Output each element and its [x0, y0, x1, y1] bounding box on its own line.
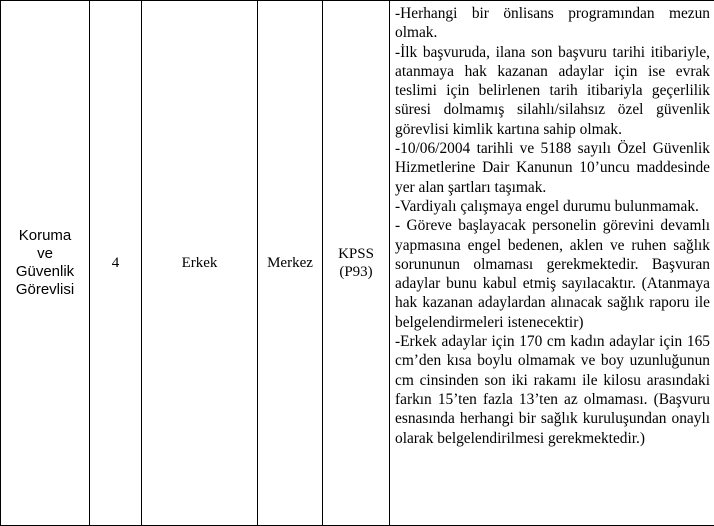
- requirement-item: -Erkek adaylar için 170 cm kadın adaylar için 165 cm’den kısa boylu olmamak ve boy uzunluğunun cm cinsinden son iki rakamı ile kilosu arasındaki farkın 15’ten fazla 13’ten az olmaması. (Başvuru esnasında herhangi bir sağlık kuruluşundan onaylı olarak belgelendirilmesi gerekmektedir.): [395, 332, 710, 448]
- gender-cell: Erkek: [142, 1, 258, 526]
- location-cell: Merkez: [258, 1, 323, 526]
- staff-count-cell: 4: [90, 1, 142, 526]
- requirement-item: -10/06/2004 tarihli ve 5188 sayılı Özel Güvenlik Hizmetlerine Dair Kanunun 10’uncu maddesinde yer alan şartları taşımak.: [395, 139, 710, 197]
- position-title-cell: [1, 1, 90, 526]
- requirement-item: -Herhangi bir önlisans programından mezun olmak.: [395, 4, 710, 43]
- requirements-cell: [390, 1, 714, 526]
- position-title-line: Koruma: [1, 227, 89, 245]
- position-title-line: ve: [1, 245, 89, 263]
- position-title-line: Görevlisi: [1, 281, 89, 299]
- requirement-item: -İlk başvuruda, ilana son başvuru tarihi itibariyle, atanmaya hak kazanan adaylar için ise evrak teslimi için belirlenen tarih itibariyla geçerlilik süresi dolmamış silahlı/silahsız özel güvenlik görevlisi kimlik kartına sahip olmak.: [395, 43, 710, 139]
- table-row: [1, 1, 714, 526]
- requirement-item: -Vardiyalı çalışmaya engel durumu bulunmamak.: [395, 197, 710, 216]
- exam-name: KPSS: [323, 245, 389, 263]
- requirement-item: - Göreve başlayacak personelin görevini devamlı yapmasına engel bedenen, aklen ve ruhen sağlık sorununun olmaması gerekmektedir. Başvuran adaylar bunu kabul etmiş sayılacaktır. (Atanmaya hak kazanan adaylardan alınacak sağlık raporu ile belgelendirmeleri istenecektir): [395, 216, 710, 332]
- position-title-line: Güvenlik: [1, 263, 89, 281]
- exam-type-cell: [323, 1, 390, 526]
- exam-code: (P93): [323, 263, 389, 281]
